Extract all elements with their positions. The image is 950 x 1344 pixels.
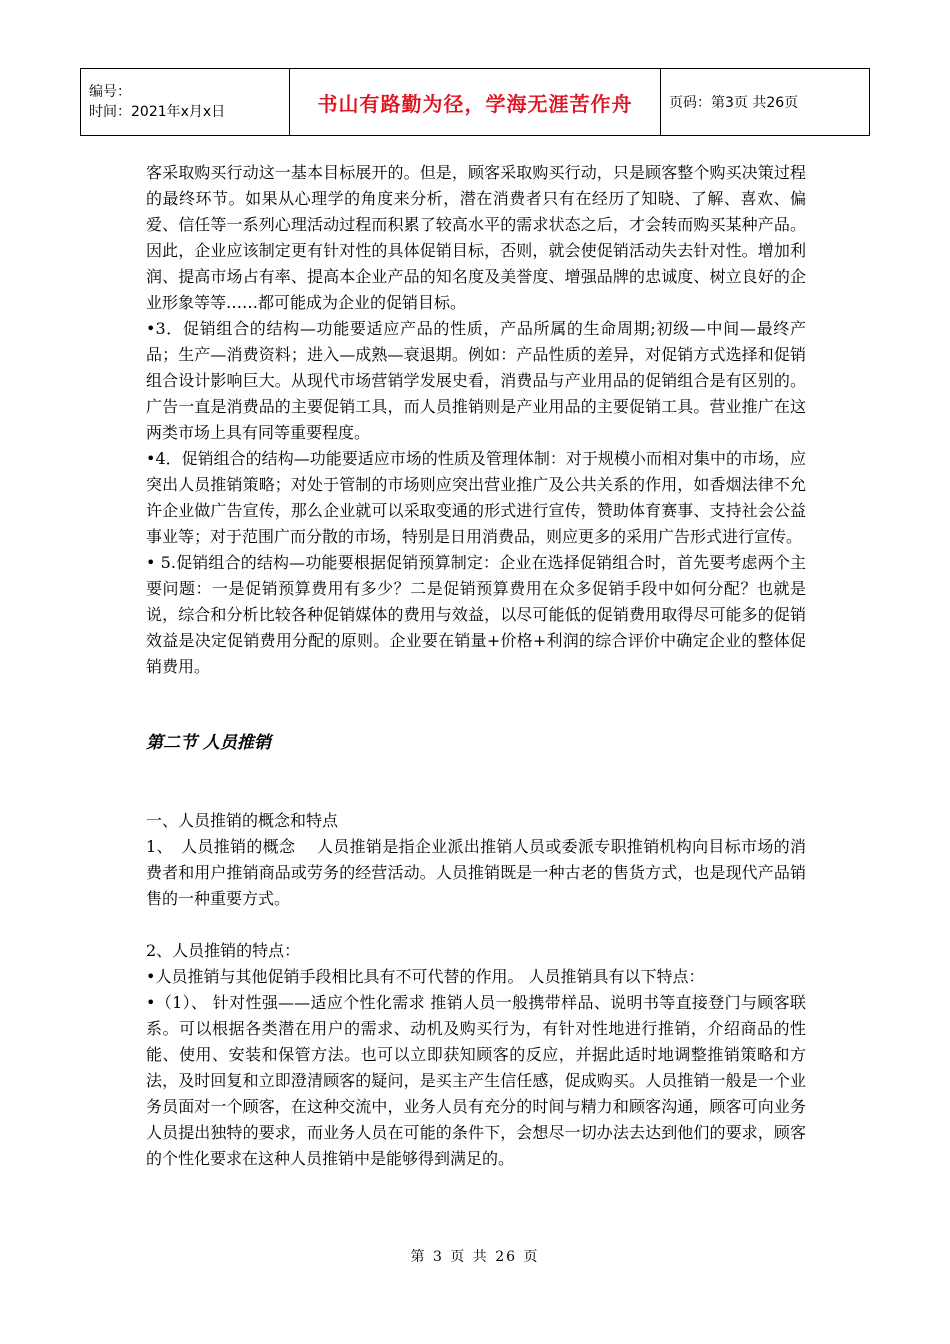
body-paragraph: •（1）、 针对性强——适应个性化需求 推销人员一般携带样品、说明书等直接登门与顾客联系。可以根据各类潜在用户的需求、动机及购买行为，有针对性地进行推销，介绍商品的性能、使用、安装和保管方法。也可以立即获知顾客的反应，并据此适时地调整推销策略和方法，及时回复和立即澄清顾客的疑问，是买主产生信任感，促成购买。人员推销一般是一个业务员面对一个顾客，在这种交流中，业务人员有充分的时间与精力和顾客沟通，顾客可向业务人员提出独特的要求，而业务人员在可能的条件下，会想尽一切办法去达到他们的要求，顾客的个性化要求在这种人员推销中是能够得到满足的。: [146, 993, 806, 1168]
header-page-label: 页码：第3页 共26页: [669, 95, 799, 111]
subheading: 一、人员推销的概念和特点: [146, 811, 339, 830]
document-number-label: 编号：: [89, 84, 131, 100]
body-paragraph: 1、 人员推销的概念 人员推销是指企业派出推销人员或委派专职推销机构向目标市场的消费者和用户推销商品或劳务的经营活动。人员推销既是一种古老的售货方式，也是现代产品销售的一种重要方式。: [146, 837, 806, 908]
header-motto-cell: [290, 69, 661, 136]
body-paragraph: •4．促销组合的结构—功能要适应市场的性质及管理体制：对于规模小而相对集中的市场，应突出人员推销策略；对处于管制的市场则应突出营业推广及公共关系的作用，如香烟法律不允许企业做广告宣传，那么企业就可以采取变通的形式进行宣传，赞助体育赛事、支持社会公益事业等；对于范围广而分散的市场，特别是日用消费品，则应更多的采用广告形式进行宣传。: [146, 449, 806, 546]
header-meta: [81, 69, 290, 136]
header-motto: 书山有路勤为径，学海无涯苦作舟: [317, 91, 633, 116]
body-paragraph: 客采取购买行动这一基本目标展开的。但是，顾客采取购买行动，只是顾客整个购买决策过程的最终环节。如果从心理学的角度来分析，潜在消费者只有在经历了知晓、了解、喜欢、偏爱、信任等一系列心理活动过程而积累了较高水平的需求状态之后，才会转而购买某种产品。因此，企业应该制定更有针对性的具体促销目标，否则，就会使促销活动失去针对性。增加利润、提高市场占有率、提高本企业产品的知名度及美誉度、增强品牌的忠诚度、树立良好的企业形象等等……都可能成为企业的促销目标。: [146, 163, 806, 312]
document-header: [80, 68, 870, 136]
body-paragraph: •3．促销组合的结构—功能要适应产品的性质，产品所属的生命周期;初级—中间—最终产品；生产—消费资料；进入—成熟—衰退期。例如：产品性质的差异，对促销方式选择和促销组合设计影响巨大。从现代市场营销学发展史看，消费品与产业用品的促销组合是有区别的。广告一直是消费品的主要促销工具，而人员推销则是产业用品的主要促销工具。营业推广在这两类市场上具有同等重要程度。: [146, 319, 806, 442]
document-time-label: 时间：2021年x月x日: [89, 104, 226, 120]
body-paragraph: •人员推销与其他促销手段相比具有不可代替的作用。 人员推销具有以下特点：: [146, 967, 705, 986]
document-body: [146, 160, 806, 1172]
spacer: [146, 912, 806, 938]
subheading: 2、人员推销的特点：: [146, 941, 301, 960]
body-paragraph: • 5.促销组合的结构—功能要根据促销预算制定：企业在选择促销组合时，首先要考虑两个主要问题：一是促销预算费用有多少？二是促销预算费用在众多促销手段中如何分配？也就是说，综合和分析比较各种促销媒体的费用与效益，以尽可能低的促销费用取得尽可能多的促销效益是决定促销费用分配的原则。企业要在销量+价格+利润的综合评价中确定企业的整体促销费用。: [146, 553, 806, 676]
section-title: 第二节 人员推销: [146, 733, 271, 753]
spacer: [146, 756, 806, 808]
page-footer: 第 3 页 共 26 页: [410, 1249, 540, 1265]
header-page-cell: [661, 69, 870, 136]
